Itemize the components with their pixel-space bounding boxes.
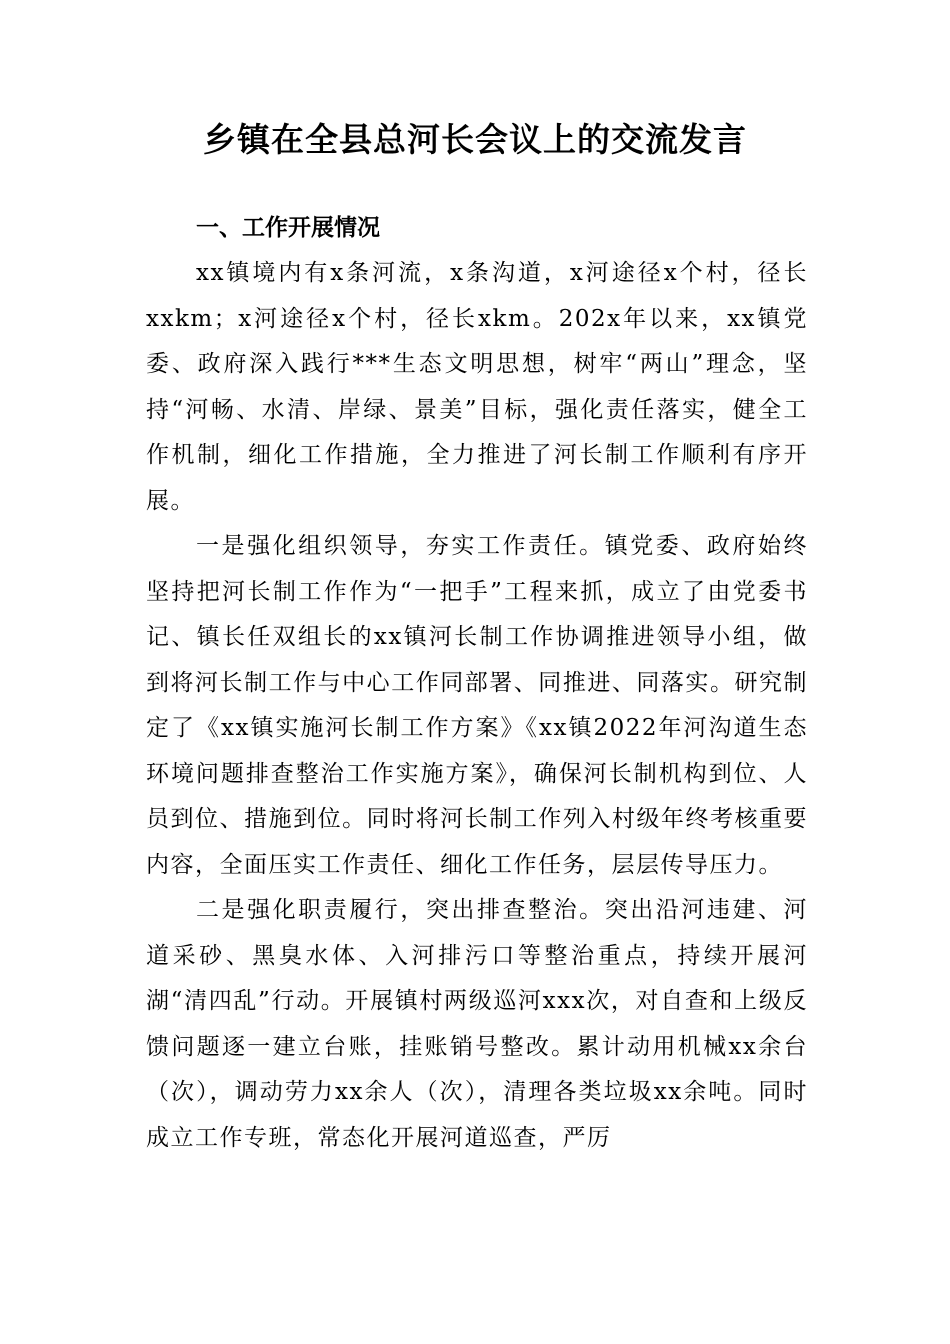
- section-heading: 一、工作开展情况: [196, 215, 380, 241]
- paragraph-overview: xx镇境内有x条河流，x条沟道，x河途径x个村，径长xxkm；x河途径x个村，径长xkm。202x年以来，xx镇党委、政府深入践行***生态文明思想，树牢“两山”理念，坚持“河畅、水清、岸绿、景美”目标，强化责任落实，健全工作机制，细化工作措施，全力推进了河长制工作顺利有序开展。: [146, 260, 808, 514]
- paragraph-rectification: 二是强化职责履行，突出排查整治。突出沿河违建、河道采砂、黑臭水体、入河排污口等整治重点，持续开展河湖“清四乱”行动。开展镇村两级巡河xxx次，对自查和上级反馈问题逐一建立台账，挂账销号整改。累计动用机械xx余台（次），调动劳力xx余人（次），清理各类垃圾xx余吨。同时成立工作专班，常态化开展河道巡查，严厉: [146, 897, 808, 1151]
- document-body: [146, 206, 808, 1161]
- paragraph-organization: 一是强化组织领导，夯实工作责任。镇党委、政府始终坚持把河长制工作作为“一把手”工程来抓，成立了由党委书记、镇长任双组长的xx镇河长制工作协调推进领导小组，做到将河长制工作与中心工作同部署、同推进、同落实。研究制定了《xx镇实施河长制工作方案》《xx镇2022年河沟道生态环境问题排查整治工作实施方案》，确保河长制机构到位、人员到位、措施到位。同时将河长制工作列入村级年终考核重要内容，全面压实工作责任、细化工作任务，层层传导压力。: [146, 533, 808, 878]
- document-title: 乡镇在全县总河长会议上的交流发言: [203, 120, 747, 159]
